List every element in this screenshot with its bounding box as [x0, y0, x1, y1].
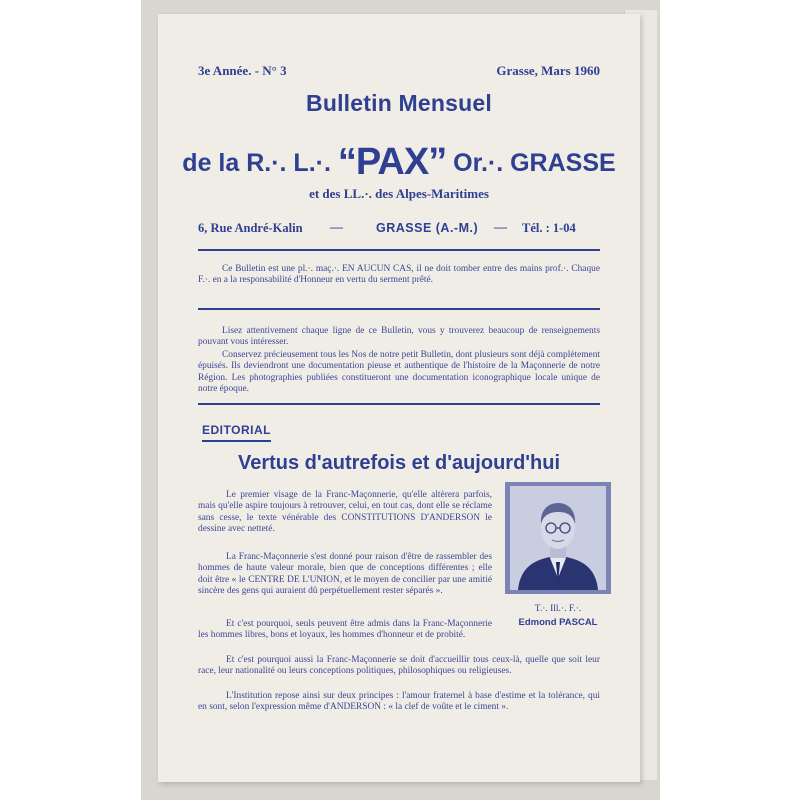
bulletin-page	[158, 14, 640, 782]
confidential-notice: Ce Bulletin est une pl.·. maç.·. EN AUCUN CAS, il ne doit tomber entre des mains prof.·. Chaque F.·. en a la responsabilité d'Honneur en vertu du serment prêté.	[198, 264, 600, 286]
address-dash-2: —	[494, 219, 507, 234]
advice-rule	[198, 403, 600, 405]
portrait-photo	[505, 482, 611, 594]
lodge-title-prefix: de la R.·. L.·.	[182, 149, 331, 177]
editorial-paragraph-4: Et c'est pourquoi aussi la Franc-Maçonnerie se doit d'accueillir tous ceux-là, quelle que soit leur race, leur nationalité ou leurs conceptions politiques, philosophiques ou religieuses.	[198, 655, 600, 677]
editorial-paragraph-2: La Franc-Maçonnerie s'est donné pour raison d'être de rassembler des hommes de haute valeur morale, bien que de conceptions différentes ; elle doit être « le CENTRE DE L'UNION, et le moyen de concilier par une amitié sincère des gens qui auraient dû perpétuellement rester séparés ».	[198, 552, 492, 596]
portrait-photo-icon	[510, 486, 606, 590]
lodge-title	[158, 138, 640, 181]
editorial-paragraph-1: Le premier visage de la Franc-Maçonnerie, qu'elle altèrera parfois, mais qu'elle aspire toujours à retrouver, celui, en tout cas, dont elle se réclame sans cesse, le texte vénérable des CONSTITUTIONS D'ANDERSON le dessine avec netteté.	[198, 490, 492, 534]
editorial-headline: Vertus d'autrefois et d'aujourd'hui	[237, 452, 561, 474]
address-dash-1: —	[330, 219, 343, 234]
notice-rule	[198, 308, 600, 310]
editorial-underline	[202, 440, 271, 442]
lodge-title-suffix: Or.·. GRASSE	[453, 149, 616, 177]
editorial-label: EDITORIAL	[202, 423, 271, 437]
address: 6, Rue André-Kalin	[198, 221, 303, 235]
issue-number: 3e Année. - N° 3	[198, 63, 287, 78]
advice-paragraph-1: Lisez attentivement chaque ligne de ce Bulletin, vous y trouverez beaucoup de renseignements pouvant vous intéresser.	[198, 326, 600, 348]
editorial-paragraph-5: L'Institution repose ainsi sur deux principes : l'amour fraternel à base d'estime et la tolérance, qui en sont, selon l'expression même d'ANDERSON : « la clef de voûte et le ciment ».	[198, 691, 600, 713]
photo-caption-name: Edmond PASCAL	[518, 617, 598, 628]
header-rule	[198, 249, 600, 251]
phone: Tél. : 1-04	[522, 221, 576, 235]
lodge-name-pax: “PAX”	[337, 141, 447, 183]
editorial-paragraph-3: Et c'est pourquoi, seuls peuvent être admis dans la Franc-Maçonnerie les hommes libres, bons et loyaux, les hommes d'honneur et de probité.	[198, 619, 492, 641]
city: GRASSE (A.-M.)	[376, 221, 479, 235]
bulletin-title: Bulletin Mensuel	[306, 90, 492, 116]
place-date: Grasse, Mars 1960	[496, 63, 600, 78]
subtitle: et des LL.·. des Alpes-Maritimes	[309, 186, 489, 201]
advice-paragraph-2: Conservez précieusement tous les Nos de notre petit Bulletin, dont plusieurs sont déjà complètement épuisés. Ils deviendront une documentation pieuse et authentique de l'histoire de la Maçonnerie de notre Région. Les photographies publiées constitueront une documentation iconographique locale unique de notre époque.	[198, 350, 600, 394]
photo-caption-title: T.·. Ill.·. F.·.	[534, 604, 582, 614]
